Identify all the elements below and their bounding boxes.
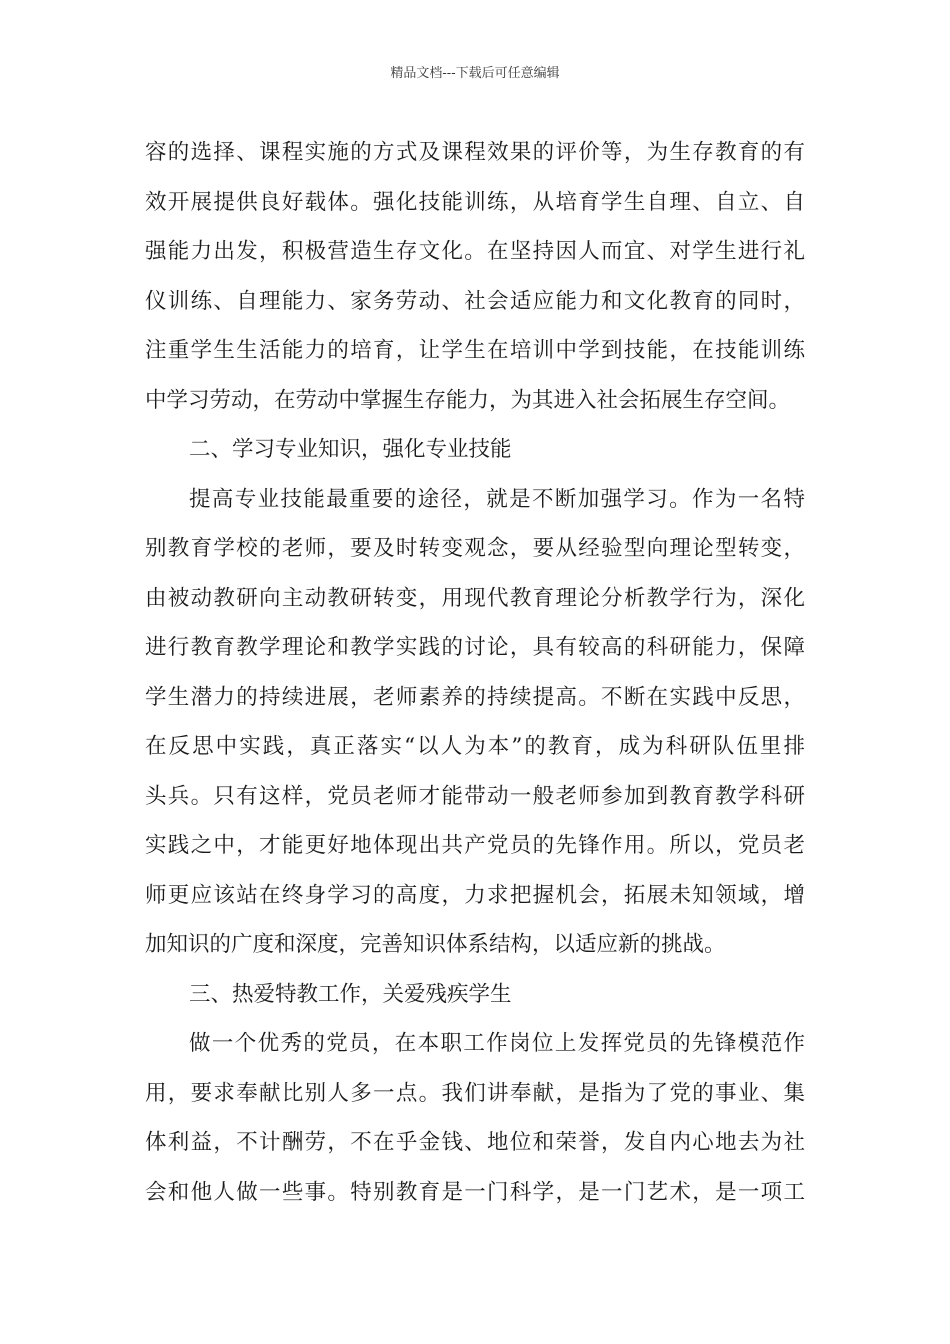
text-line: 体利益，不计酬劳，不在乎金钱、地位和荣誉，发自内心地去为社 [145, 1130, 805, 1155]
text-line: 进行教育教学理论和教学实践的讨论，具有较高的科研能力，保障 [145, 635, 805, 660]
text-line: 头兵。只有这样，党员老师才能带动一般老师参加到教育教学科研 [145, 783, 805, 809]
section-heading: 三、热爱特教工作，关爱残疾学生 [189, 981, 512, 1007]
text-line: 效开展提供良好载体。强化技能训练，从培育学生自理、自立、自 [145, 189, 805, 215]
text-line: 由被动教研向主动教研转变，用现代教育理论分析教学行为，深化 [145, 585, 805, 611]
text-line: 注重学生生活能力的培育，让学生在培训中学到技能，在技能训练 [145, 338, 805, 363]
text-line: 中学习劳动，在劳动中掌握生存能力，为其进入社会拓展生存空间。 [145, 387, 791, 413]
text-line: 提高专业技能最重要的途径，就是不断加强学习。作为一名特 [189, 486, 805, 512]
document-body [145, 128, 805, 1217]
page-header: 精品文档---下载后可任意编辑 [390, 66, 560, 81]
text-line: 实践之中，才能更好地体现出共产党员的先锋作用。所以，党员老 [145, 833, 805, 858]
text-line: 会和他人做一些事。特别教育是一门科学，是一门艺术，是一项工 [145, 1179, 805, 1205]
text-line: 仪训练、自理能力、家务劳动、社会适应能力和文化教育的同时， [145, 288, 805, 314]
text-line: 学生潜力的持续进展，老师素养的持续提高。不断在实践中反思， [145, 684, 805, 710]
text-line: 加知识的广度和深度，完善知识体系结构，以适应新的挑战。 [145, 932, 726, 957]
text-line: 容的选择、课程实施的方式及课程效果的评价等，为生存教育的有 [145, 140, 805, 165]
text-line: 用，要求奉献比别人多一点。我们讲奉献，是指为了党的事业、集 [145, 1080, 805, 1106]
text-line: 做一个优秀的党员，在本职工作岗位上发挥党员的先锋模范作 [189, 1031, 805, 1056]
text-line: 强能力出发，积极营造生存文化。在坚持因人而宜、对学生进行礼 [145, 239, 805, 264]
section-heading: 二、学习专业知识，强化专业技能 [189, 437, 512, 462]
text-line: 在反思中实践，真正落实“以人为本”的教育，成为科研队伍里排 [145, 734, 805, 759]
text-line: 别教育学校的老师，要及时转变观念，要从经验型向理论型转变， [145, 536, 805, 561]
text-line: 师更应该站在终身学习的高度，力求把握机会，拓展未知领域，增 [145, 882, 805, 908]
